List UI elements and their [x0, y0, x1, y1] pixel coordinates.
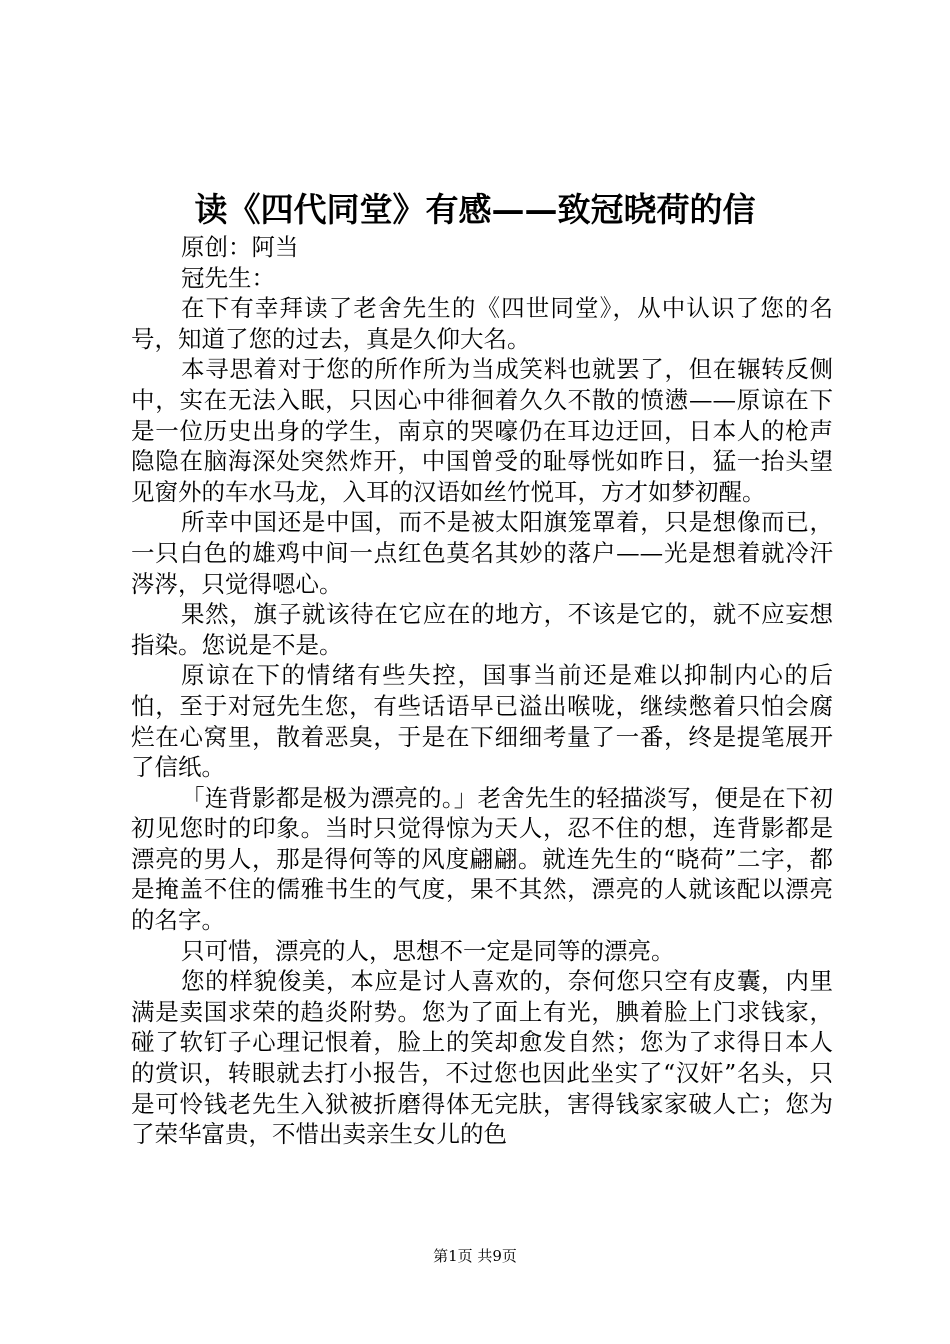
paragraph: 您的样貌俊美，本应是讨人喜欢的，奈何您只空有皮囊，内里满是卖国求荣的趋炎附势。您为了面上有光，腆着脸上门求钱家，碰了软钉子心理记恨着，脸上的笑却愈发自然；您为了求得日本人的赏识，转眼就去打小报告，不过您也因此坐实了“汉奸”名头，只是可怜钱老先生入狱被折磨得体无完肤，害得钱家家破人亡；您为了荣华富贵，不惜出卖亲生女儿的色: [131, 967, 833, 1149]
paragraph: 原谅在下的情绪有些失控，国事当前还是难以抑制内心的后怕，至于对冠先生您，有些话语早已溢出喉咙，继续憋着只怕会腐烂在心窝里，散着恶臭，于是在下细细考量了一番，终是提笔展开了信纸。: [131, 661, 833, 782]
paragraph: 果然，旗子就该待在它应在的地方，不该是它的，就不应妄想指染。您说是不是。: [131, 600, 833, 659]
paragraph: 所幸中国还是中国，而不是被太阳旗笼罩着，只是想像而已，一只白色的雄鸡中间一点红色莫名其妙的落户——光是想着就冷汗涔涔，只觉得嗯心。: [131, 508, 833, 598]
page-number-footer: 第1页 共9页: [433, 1247, 517, 1265]
paragraph: 「连背影都是极为漂亮的。」老舍先生的轻描淡写，便是在下初初见您时的印象。当时只觉得惊为天人，忍不住的想，连背影都是漂亮的男人，那是得何等的风度翩翩。就连先生的“晓荷”二字，都是掩盖不住的儒雅书生的气度，果不其然，漂亮的人就该配以漂亮的名字。: [131, 783, 833, 935]
author-line: 原创：阿当: [181, 233, 299, 261]
document-body: [131, 232, 833, 1150]
paragraph: 在下有幸拜读了老舍先生的《四世同堂》，从中认识了您的名号，知道了您的过去，真是久仰大名。: [131, 294, 833, 353]
document-title: 读《四代同堂》有感——致冠晓荷的信: [194, 190, 756, 229]
salutation: 冠先生：: [181, 263, 275, 292]
paragraph: 只可惜，漂亮的人，思想不一定是同等的漂亮。: [181, 936, 675, 965]
paragraph: 本寻思着对于您的所作所为当成笑料也就罢了，但在辗转反侧中，实在无法入眠，只因心中徘徊着久久不散的愤懑——原谅在下是一位历史出身的学生，南京的哭嚎仍在耳边迂回，日本人的枪声隐隐在脑海深处突然炸开，中国曾受的耻辱恍如昨日，猛一抬头望见窗外的车水马龙，入耳的汉语如丝竹悦耳，方才如梦初醒。: [131, 355, 833, 506]
